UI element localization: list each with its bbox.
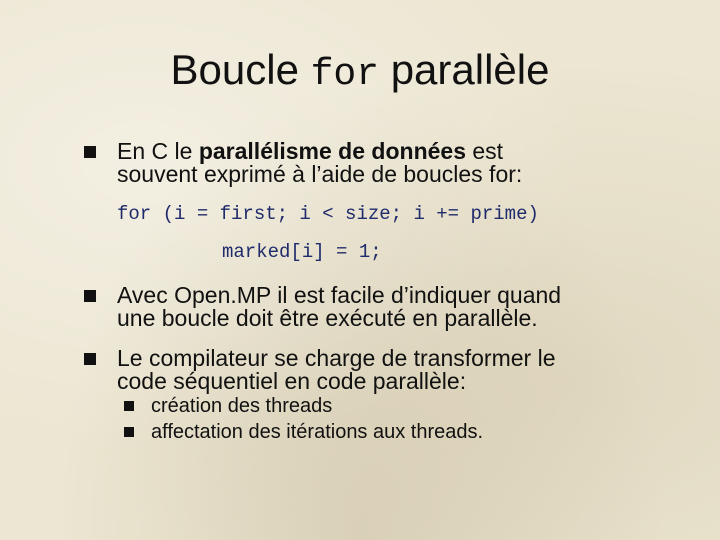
square-bullet-icon (124, 401, 134, 411)
subbullet-text: affectation des itérations aux threads. (151, 421, 484, 443)
subbullet-iteration-assignment (124, 421, 644, 443)
code-line-body: marked[i] = 1; (222, 241, 382, 263)
bullet-line-1 (84, 140, 644, 163)
bullet-line-2: une boucle doit être exécuté en parallèle. (117, 305, 538, 331)
title-code-keyword: for (310, 53, 380, 96)
bullet-line-1: Le compilateur se charge de transformer le (117, 345, 556, 371)
title-text-before: Boucle (170, 46, 311, 93)
square-bullet-icon (124, 427, 134, 437)
bullet-text: En C le (117, 138, 199, 164)
bullet-text: est (466, 138, 504, 164)
bullet-line-2: souvent exprimé à l’aide de boucles for: (117, 161, 523, 187)
code-line-for-loop: for (i = first; i < size; i += prime) (117, 203, 539, 225)
square-bullet-icon (84, 146, 96, 158)
subbullet-thread-creation (124, 395, 644, 417)
bullet-line-2: code séquentiel en code parallèle: (117, 368, 467, 394)
square-bullet-icon (84, 290, 96, 302)
bullet-compiler (84, 347, 644, 393)
bullet-line-1: Avec Open.MP il est facile d’indiquer quand (117, 282, 562, 308)
title-text-after: parallèle (379, 46, 550, 93)
square-bullet-icon (84, 353, 96, 365)
bullet-openmp (84, 284, 644, 330)
subbullet-text: création des threads (151, 395, 333, 417)
bullet-bold-term: parallélisme de données (198, 138, 466, 164)
slide-title (0, 44, 720, 101)
bullet-data-parallelism (84, 140, 644, 186)
